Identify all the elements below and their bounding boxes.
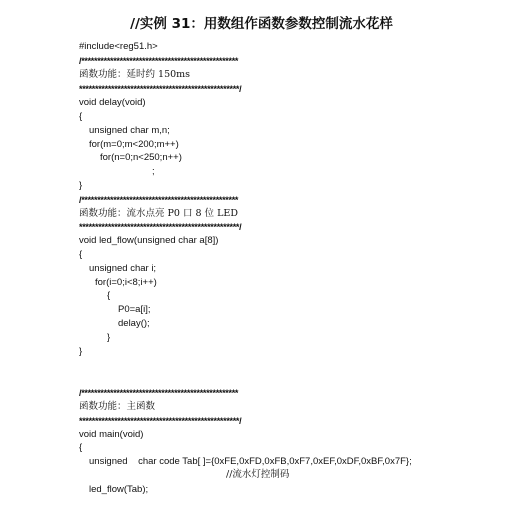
main-table-declaration: unsigned char code Tab[ ]={0xFE,0xFD,0xFB,0xF7,0xEF,0xDF,0xBF,0x7F}; [89,456,412,467]
delay-signature: void delay(void) [79,97,146,108]
comment-border-top: /************************************************* [79,56,239,66]
led-flow-loop-open-brace: { [107,290,111,301]
led-flow-loop: for(i=0;i<8;i++) [95,277,157,288]
comment-border-top: /************************************************* [79,195,239,205]
led-flow-assign: P0=a[i]; [118,304,151,315]
delay-empty-statement: ; [152,166,155,177]
main-open-brace: { [79,442,83,453]
led-flow-declaration: unsigned char i; [89,263,157,274]
main-table-comment: //流水灯控制码 [226,469,290,480]
led-flow-signature: void led_flow(unsigned char a[8]) [79,235,219,246]
comment-text-main: 函数功能：主函数 [79,401,156,412]
include-directive: #include<reg51.h> [79,41,158,52]
led-flow-close-brace: } [79,346,83,357]
main-signature: void main(void) [79,429,144,440]
page-title: //实例 31：用数组作函数参数控制流水花样 [130,16,393,32]
delay-declaration: unsigned char m,n; [89,125,170,136]
comment-border-bottom: **************************************************/ [79,84,242,94]
delay-inner-loop: for(n=0;n<250;n++) [100,152,182,163]
comment-text-delay: 函数功能：延时约 150ms [79,69,191,80]
comment-border-top: /************************************************* [79,388,239,398]
main-led-flow-call: led_flow(Tab); [89,484,149,495]
comment-text-led-flow: 函数功能：流水点亮 P0 口 8 位 LED [79,208,238,219]
comment-border-bottom: **************************************************/ [79,222,242,232]
delay-close-brace: } [79,180,83,191]
led-flow-open-brace: { [79,249,83,260]
led-flow-loop-close-brace: } [107,332,111,343]
delay-outer-loop: for(m=0;m<200;m++) [89,139,179,150]
comment-border-bottom: **************************************************/ [79,416,242,426]
led-flow-delay-call: delay(); [118,318,150,329]
delay-open-brace: { [79,111,83,122]
